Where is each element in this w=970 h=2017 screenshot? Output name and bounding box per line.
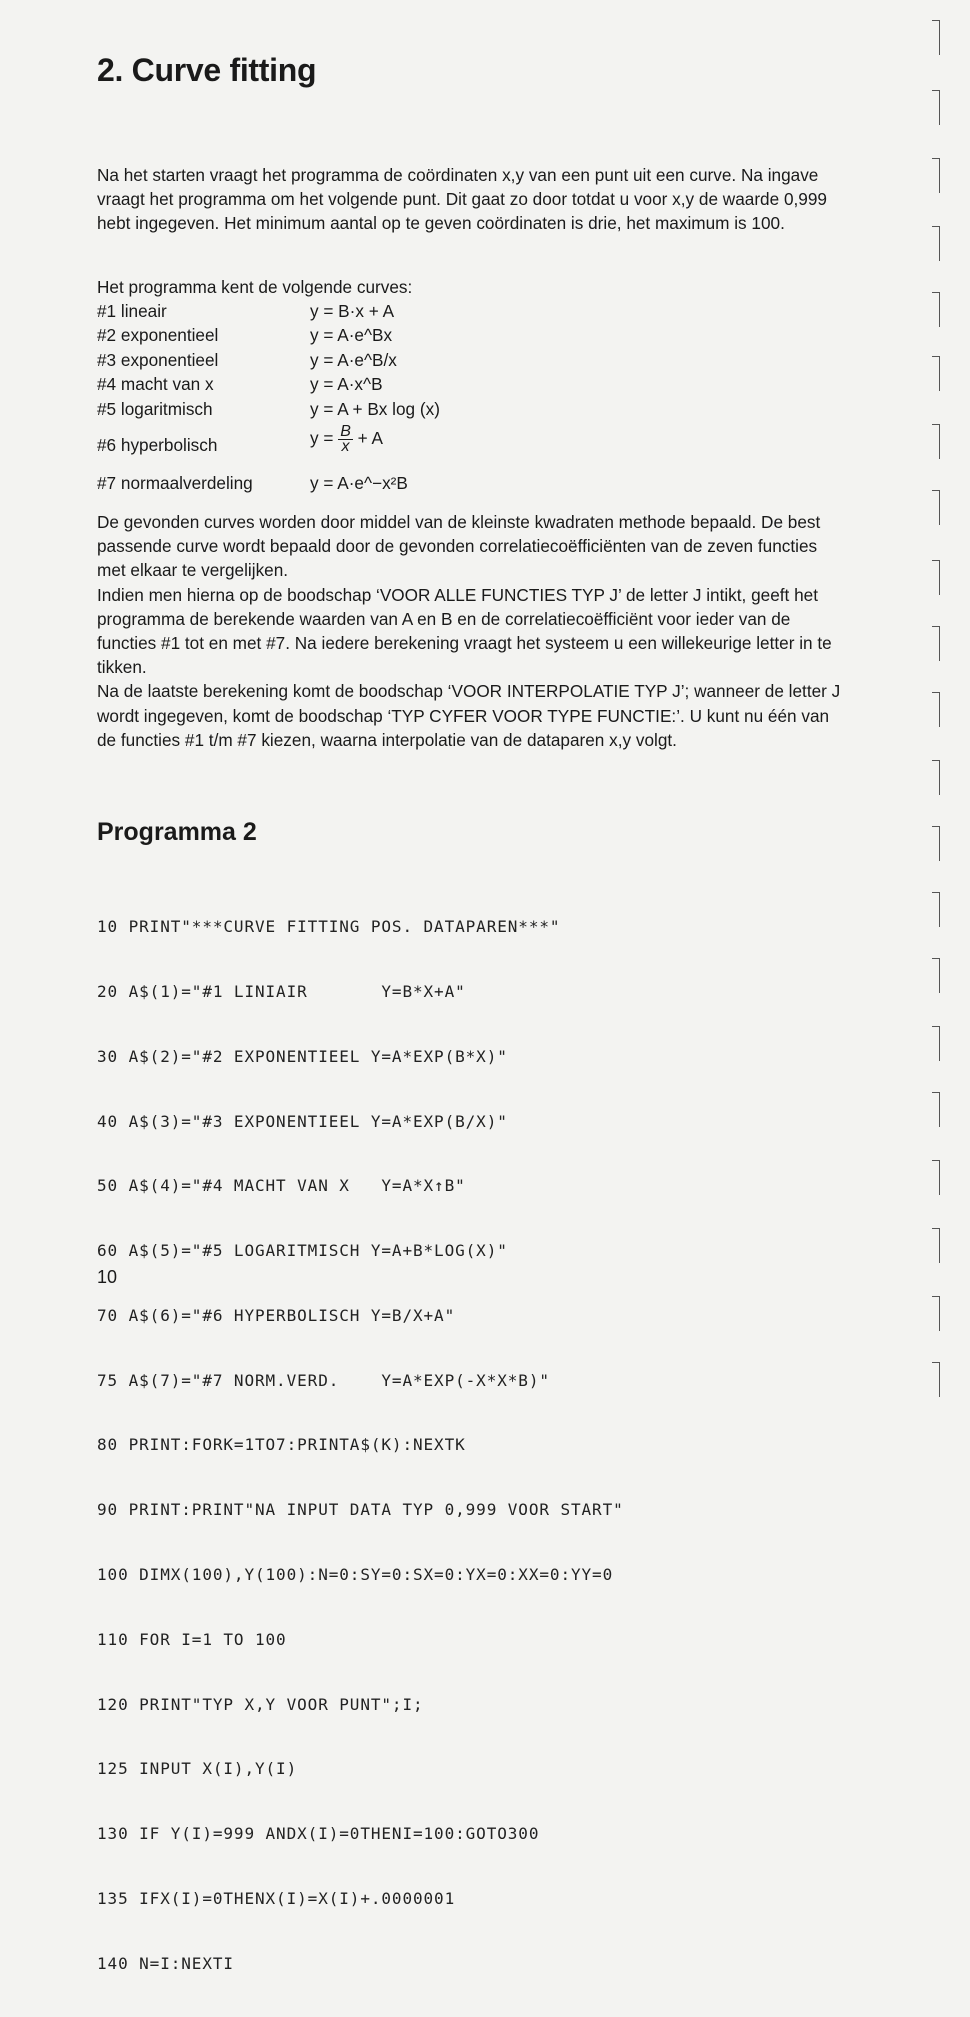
description-paragraphs (97, 510, 842, 752)
page-number: 10 (97, 1267, 118, 1287)
paragraph: Na de laatste berekening komt de boodschap ‘VOOR INTERPOLATIE TYP J’; wanneer de letter J wordt ingegeven, komt de boodschap ‘TYP CYFER VOOR TYPE FUNCTIE:’. U kunt nu één van de functies #1 t/m #7 kiezen, waarna interpolatie van de dataparen x,y volgt. (97, 681, 841, 750)
paragraph: De gevonden curves worden door middel van de kleinste kwadraten methode bepaald. De best passende curve wordt bepaald door de gevonden correlatiecoëfficiënten van de zeven functies met elkaar te vergelijken. (97, 512, 821, 581)
program-heading: Programma 2 (97, 818, 257, 846)
page-title: 2. Curve fitting (97, 52, 317, 88)
curve-formula: y = A + Bx log (x) (310, 399, 440, 419)
intro-paragraph: Na het starten vraagt het programma de coördinaten x,y van een punt uit een curve. Na ingave vraagt het programma om het volgende punt. Dit gaat zo door totdat u voor x,y de waarde 0,999 hebt ingegeven. Het minimum aantal op te geven coördinaten is drie, het maximum is 100. (97, 165, 827, 234)
binding-mark (932, 1296, 940, 1331)
binding-mark (932, 1362, 940, 1397)
paragraph: Indien men hierna op de boodschap ‘VOOR ALLE FUNCTIES TYP J’ de letter J intikt, geeft het programma de berekende waarden van A en B en de correlatiecoëfficiënt voor ieder van de functies #1 tot en met #7. Na iedere berekening vraagt het systeem u een willekeurige letter in te tikken. (97, 584, 832, 678)
curve-formula: y = A·e^Bx (310, 325, 393, 345)
binding-mark (932, 560, 940, 595)
binding-mark (932, 356, 940, 391)
curve-label: #7 normaalverdeling (97, 473, 253, 493)
code-line: 135 IFX(I)=0THENX(I)=X(I)+.0000001 (97, 1888, 456, 1908)
curve-label: #2 exponentieel (97, 325, 219, 345)
code-line: 80 PRINT:FORK=1TO7:PRINTA$(K):NEXTK (97, 1435, 466, 1455)
binding-mark (932, 760, 940, 795)
binding-mark (932, 892, 940, 927)
code-line: 50 A$(4)="#4 MACHT VAN X Y=A*X↑B" (97, 1176, 466, 1196)
code-line: 30 A$(2)="#2 EXPONENTIEEL Y=A*EXP(B*X)" (97, 1046, 508, 1066)
code-line: 120 PRINT"TYP X,Y VOOR PUNT";I; (97, 1694, 424, 1714)
binding-marks (932, 20, 944, 1410)
curve-label: #5 logaritmisch (97, 399, 213, 419)
code-line: 40 A$(3)="#3 EXPONENTIEEL Y=A*EXP(B/X)" (97, 1111, 508, 1131)
code-line: 100 DIMX(100),Y(100):N=0:SY=0:SX=0:YX=0:XX=0:YY=0 (97, 1565, 614, 1584)
binding-mark (932, 158, 940, 193)
code-line: 20 A$(1)="#1 LINIAIR Y=B*X+A" (97, 981, 466, 1001)
binding-mark (932, 1092, 940, 1127)
binding-mark (932, 958, 940, 993)
binding-mark (932, 424, 940, 459)
binding-mark (932, 90, 940, 125)
binding-mark (932, 1026, 940, 1061)
code-listing (97, 873, 624, 2017)
binding-mark (932, 292, 940, 327)
curve-formula: y = B·x + A (310, 301, 395, 321)
code-line: 110 FOR I=1 TO 100 (97, 1629, 287, 1649)
curve-label: #3 exponentieel (97, 350, 219, 370)
curve-label: #4 macht van x (97, 374, 214, 394)
code-line: 75 A$(7)="#7 NORM.VERD. Y=A*EXP(-X*X*B)" (97, 1370, 550, 1390)
binding-mark (932, 20, 940, 55)
curve-label: #1 lineair (97, 301, 167, 321)
binding-mark (932, 692, 940, 727)
binding-mark (932, 1160, 940, 1195)
binding-mark (932, 226, 940, 261)
fraction: $\frac{B}{x}$ (340, 423, 351, 455)
curves-heading: Het programma kent de volgende curves: (97, 277, 413, 297)
code-line: 125 INPUT X(I),Y(I) (97, 1759, 298, 1779)
code-line: 130 IF Y(I)=999 ANDX(I)=0THENI=100:GOTO300 (97, 1824, 540, 1844)
curve-formula: y = A·e^B/x (310, 350, 397, 370)
code-line: 90 PRINT:PRINT"NA INPUT DATA TYP 0,999 VOOR START" (97, 1500, 624, 1520)
binding-mark (932, 626, 940, 661)
code-line: 60 A$(5)="#5 LOGARITMISCH Y=A+B*LOG(X)" (97, 1241, 508, 1261)
code-line: 140 N=I:NEXTI (97, 1953, 234, 1973)
code-line: 10 PRINT"***CURVE FITTING POS. DATAPAREN***" (97, 917, 561, 937)
curve-formula: y = A·e^−x²B (310, 473, 408, 493)
curve-label: #6 hyperbolisch (97, 435, 218, 455)
binding-mark (932, 1228, 940, 1263)
code-line: 70 A$(6)="#6 HYPERBOLISCH Y=B/X+A" (97, 1305, 456, 1325)
binding-mark (932, 826, 940, 861)
curve-formula: y = $\frac{B}{x}$ + A (310, 423, 383, 455)
binding-mark (932, 490, 940, 525)
curve-formula: y = A·x^B (310, 374, 383, 394)
